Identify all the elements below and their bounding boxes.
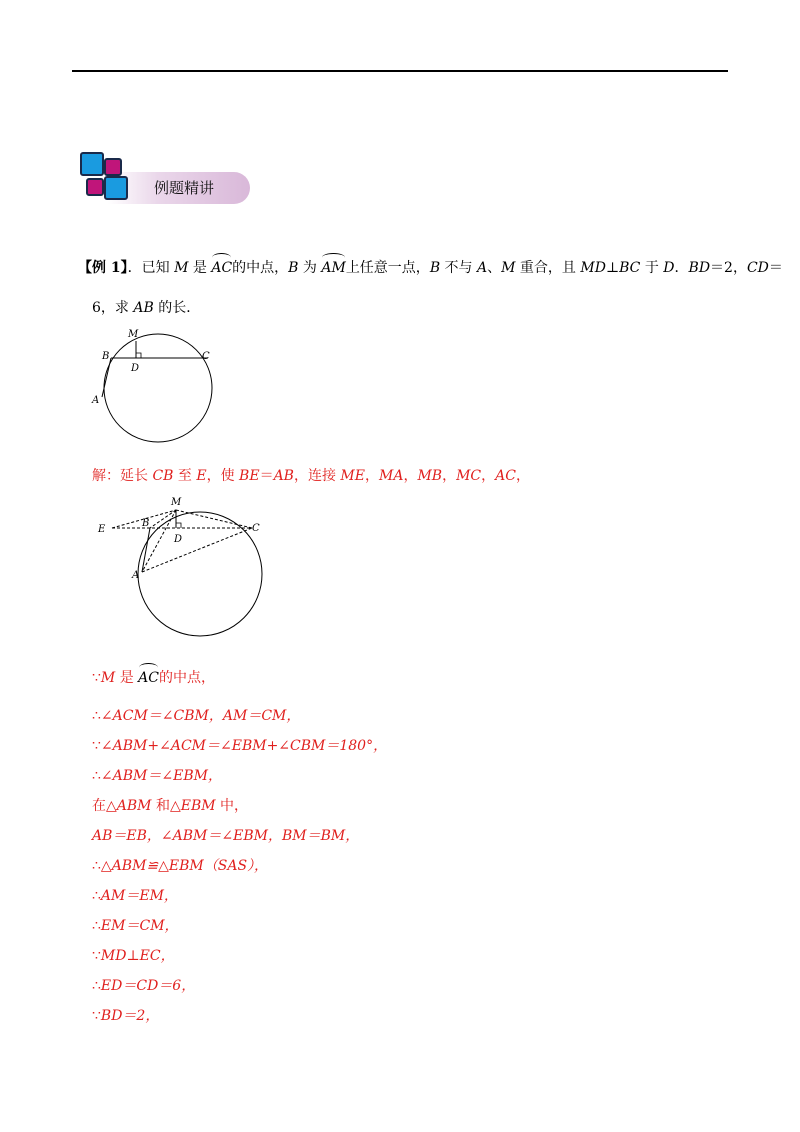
solution-step-11: ∴ED＝CD＝6， [92,978,196,994]
solution-step-8: ∴AM＝EM， [92,888,178,904]
fig2-label-c: C [252,523,260,534]
solution-step-9: ∴EM＝CM， [92,918,179,934]
solution-step-12: ∵BD＝2， [92,1008,160,1024]
problem-label: 【例 1】 [78,260,128,276]
arc-ac: AC [211,260,233,276]
fig2-label-e: E [98,524,106,535]
figure-circle-1 [88,325,228,455]
fig2-label-a: A [132,570,140,581]
solution-step-2: ∴∠ACM＝∠CBM，AM＝CM， [92,708,301,724]
arc-ac-solution: AC [138,670,159,686]
fig1-label-c: C [202,351,210,362]
solution-step-3: ∵∠ABM+∠ACM＝∠EBM+∠CBM＝180°， [92,738,388,754]
solution-step-4: ∴∠ABM＝∠EBM， [92,768,222,784]
solution-intro: 解：延长 CB 至 E，使 BE＝AB，连接 ME，MA，MB，MC，AC， [92,468,530,484]
fig2-label-b: B [142,518,150,529]
fig2-label-m: M [171,497,182,508]
fig2-label-d: D [174,534,183,545]
figure-circle-2 [92,492,282,642]
fig1-label-b: B [102,351,110,362]
section-banner [76,150,256,212]
solution-step-6: AB＝EB，∠ABM＝∠EBM，BM＝BM， [92,828,360,844]
banner-title: 例题精讲 [154,179,215,197]
solution-step-7: ∴△ABM≌△EBM（SAS）， [92,858,269,874]
header-rule [72,70,728,72]
arc-am: AM [321,260,346,276]
solution-step-1: ∵M 是 AC的中点， [92,670,215,686]
solution-step-5: 在△ABM 和△EBM 中， [92,798,249,814]
problem-line-2: 6，求 AB 的长． [92,300,201,316]
fig1-label-m: M [128,329,139,340]
problem-line-1: 【例 1】．已知 M 是 AC的中点，B 为 AM上任意一点，B 不与 A、M 重合，且 MD⊥BC 于 D．BD＝2，CD＝ [78,260,783,276]
fig1-label-d: D [131,363,140,374]
fig1-label-a: A [92,395,100,406]
solution-step-10: ∵MD⊥EC， [92,948,175,964]
grid-logo-icon [80,152,132,204]
